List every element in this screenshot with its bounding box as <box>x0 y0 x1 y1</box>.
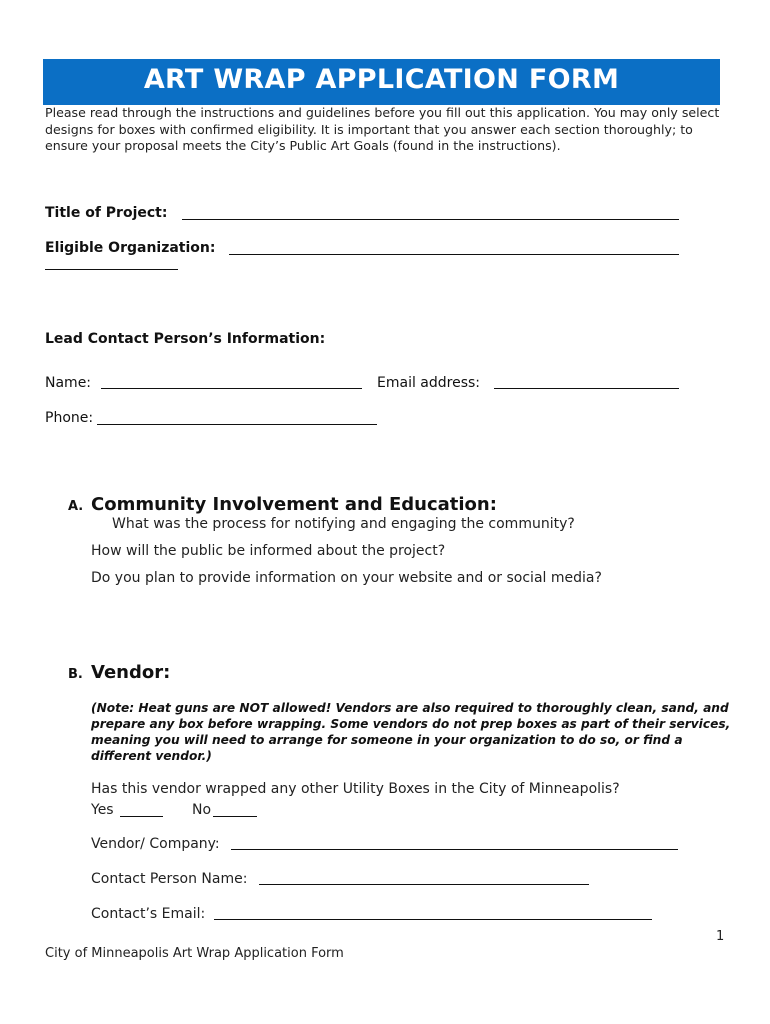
form-title-banner <box>43 59 720 105</box>
phone-label: Phone: <box>45 410 94 426</box>
section-b-letter: B. <box>68 667 83 682</box>
intro-paragraph: Please read through the instructions and guidelines before you fill out this application. You may only select designs for boxes with confirmed eligibility. It is important that you answer each section thoroughly; to ensure your proposal meets the City’s Public Art Goals (found in the instructions). <box>45 105 720 153</box>
eligible-organization-label: Eligible Organization: <box>45 240 216 256</box>
email-field[interactable] <box>494 374 679 389</box>
page-number: 1 <box>716 929 725 944</box>
no-label: No <box>192 802 212 818</box>
section-a-question-2: How will the public be informed about the project? <box>91 543 446 559</box>
contact-person-name-label: Contact Person Name: <box>91 871 248 887</box>
section-a-title: Community Involvement and Education: <box>91 494 497 515</box>
name-label: Name: <box>45 375 92 391</box>
eligible-organization-field-continued[interactable] <box>45 255 178 270</box>
vendor-question: Has this vendor wrapped any other Utility Boxes in the City of Minneapolis? <box>91 781 620 797</box>
vendor-company-field[interactable] <box>231 835 678 850</box>
email-label: Email address: <box>377 375 481 391</box>
contact-email-label: Contact’s Email: <box>91 906 206 922</box>
lead-contact-heading: Lead Contact Person’s Information: <box>45 331 326 347</box>
vendor-note: (Note: Heat guns are NOT allowed! Vendors are also required to thoroughly clean, sand, and prepare any box before wrapping. Some vendors do not prep boxes as part of their services, meaning you will need to arrange for someone in your organization to do so, or find a different vendor.) <box>91 701 731 763</box>
yes-label: Yes <box>91 802 114 818</box>
section-a-letter: A. <box>68 499 84 514</box>
title-of-project-field[interactable] <box>182 205 679 220</box>
title-of-project-label: Title of Project: <box>45 205 168 221</box>
no-field[interactable] <box>213 802 257 817</box>
section-a-question-3: Do you plan to provide information on your website and or social media? <box>91 570 602 586</box>
section-a-question-1: What was the process for notifying and engaging the community? <box>112 516 575 532</box>
eligible-organization-field[interactable] <box>229 240 679 255</box>
name-field[interactable] <box>101 374 362 389</box>
footer-text: City of Minneapolis Art Wrap Application Form <box>45 946 344 961</box>
section-b-title: Vendor: <box>91 662 171 683</box>
vendor-company-label: Vendor/ Company: <box>91 836 220 852</box>
contact-email-field[interactable] <box>214 905 652 920</box>
form-title: ART WRAP APPLICATION FORM <box>143 64 620 95</box>
contact-person-name-field[interactable] <box>259 870 589 885</box>
yes-field[interactable] <box>120 802 163 817</box>
phone-field[interactable] <box>97 410 377 425</box>
